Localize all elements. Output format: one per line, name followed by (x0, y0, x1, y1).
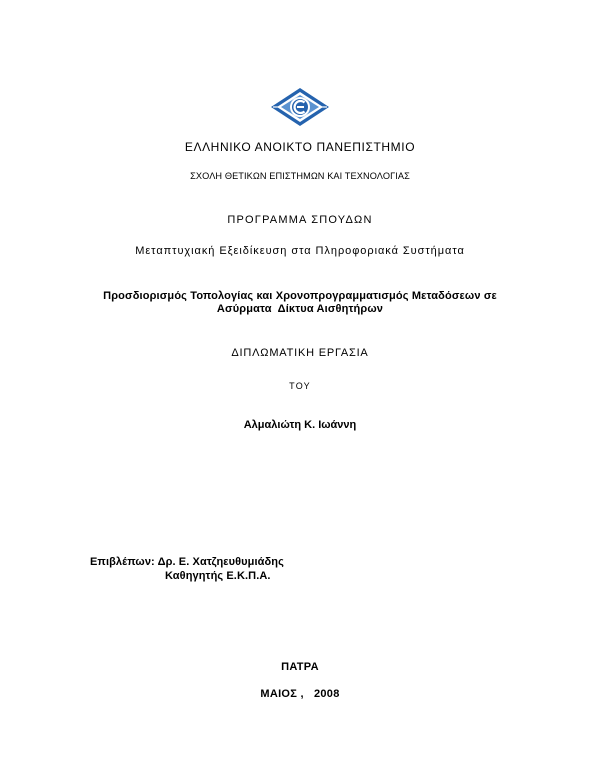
of-label: ΤΟΥ (289, 381, 311, 391)
author-name: Αλμαλιώτη Κ. Ιωάννη (243, 419, 357, 431)
supervisor-line (90, 555, 284, 569)
university-name: ΕΛΛΗΝΙΚΟ ΑΝΟΙΚΤΟ ΠΑΝΕΠΙΣΤΗΜΙΟ (184, 140, 416, 154)
supervisor-title: Καθηγητής Ε.Κ.Π.Α. (165, 570, 271, 582)
city: ΠΑΤΡΑ (281, 661, 319, 673)
supervisor-name: Δρ. Ε. Χατζηευθυμιάδης (157, 556, 284, 568)
document-type: ΔΙΠΛΩΜΑΤΙΚΗ ΕΡΓΑΣΙΑ (231, 347, 369, 359)
supervisor-label: Επιβλέπων: (90, 556, 155, 568)
thesis-title-line-2: Ασύρματα Δίκτυα Αισθητήρων (216, 303, 384, 315)
school-name: ΣΧΟΛΗ ΘΕΤΙΚΩΝ ΕΠΙΣΤΗΜΩΝ ΚΑΙ ΤΕΧΝΟΛΟΓΙΑΣ (190, 171, 410, 181)
date: ΜΑΙΟΣ , 2008 (260, 688, 340, 700)
thesis-title-line-1: Προσδιορισμός Τοπολογίας και Χρονοπρογραμματισμός Μεταδόσεων σε (103, 290, 497, 302)
program-name: Μεταπτυχιακή Εξειδίκευση στα Πληροφοριακά Συστήματα (135, 245, 465, 257)
program-heading: ΠΡΟΓΡΑΜΜΑ ΣΠΟΥΔΩΝ (227, 214, 373, 226)
university-logo-icon (271, 87, 329, 127)
